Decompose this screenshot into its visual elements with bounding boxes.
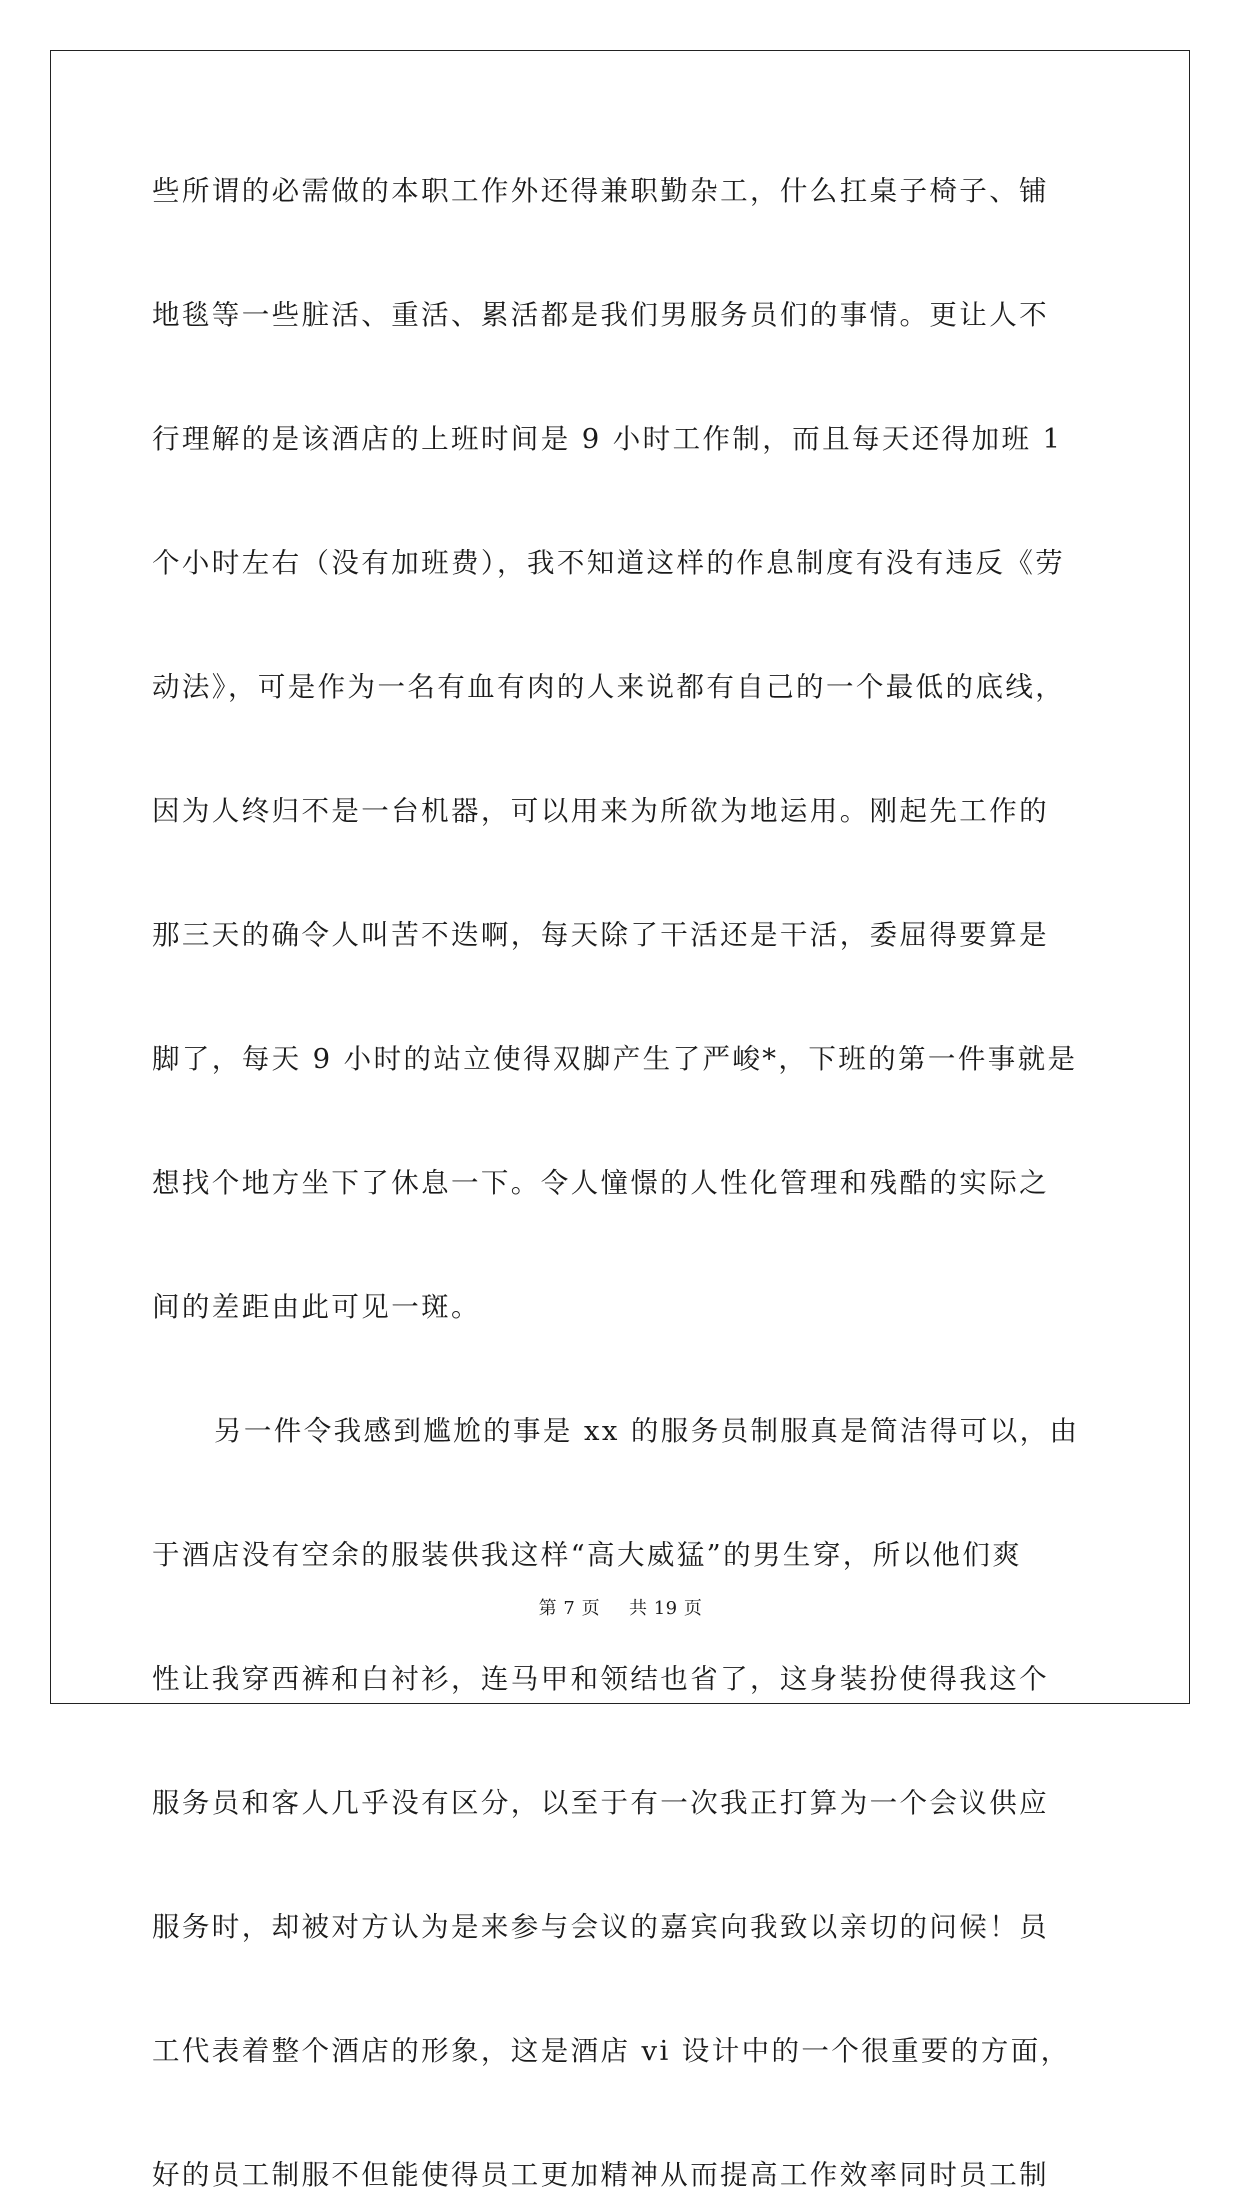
text-line: 性让我穿西裤和白衬衫，连马甲和领结也省了，这身装扮使得我这个 <box>152 1663 1049 1695</box>
text-line: 间的差距由此可见一斑。 <box>152 1291 481 1323</box>
text-line: 另一件令我感到尴尬的事是 xx 的服务员制服真是简洁得可以，由 <box>214 1415 1080 1447</box>
page-number: 第 7 页 <box>538 1598 601 1619</box>
text-line: 于酒店没有空余的服装供我这样“高大威猛”的男生穿，所以他们爽 <box>152 1539 1023 1571</box>
text-line: 地毯等一些脏活、重活、累活都是我们男服务员们的事情。更让人不 <box>152 299 1049 331</box>
text-line: 个小时左右（没有加班费），我不知道这样的作息制度有没有违反《劳 <box>152 547 1066 579</box>
page-footer <box>0 1594 1241 1620</box>
paragraph-2 <box>152 1400 1092 2206</box>
text-line: 那三天的确令人叫苦不迭啊，每天除了干活还是干活，委屈得要算是 <box>152 919 1049 951</box>
page-total: 共 19 页 <box>628 1598 703 1619</box>
text-line: 行理解的是该酒店的上班时间是 9 小时工作制，而且每天还得加班 1 <box>152 423 1063 455</box>
text-line: 工代表着整个酒店的形象，这是酒店 vi 设计中的一个很重要的方面， <box>152 2035 1071 2067</box>
paragraph-1 <box>152 160 1092 1400</box>
text-line: 因为人终归不是一台机器，可以用来为所欲为地运用。刚起先工作的 <box>152 795 1049 827</box>
text-line: 些所谓的必需做的本职工作外还得兼职勤杂工，什么扛桌子椅子、铺 <box>152 175 1049 207</box>
text-line: 想找个地方坐下了休息一下。令人憧憬的人性化管理和残酷的实际之 <box>152 1167 1049 1199</box>
text-line: 服务员和客人几乎没有区分，以至于有一次我正打算为一个会议供应 <box>152 1787 1049 1819</box>
text-line: 好的员工制服不但能使得员工更加精神从而提高工作效率同时员工制 <box>152 2159 1049 2191</box>
document-body <box>152 160 1092 2206</box>
text-line: 脚了，每天 9 小时的站立使得双脚产生了严峻*，下班的第一件事就是 <box>152 1043 1078 1075</box>
text-line: 动法》，可是作为一名有血有肉的人来说都有自己的一个最低的底线， <box>152 671 1066 703</box>
text-line: 服务时，却被对方认为是来参与会议的嘉宾向我致以亲切的问候！员 <box>152 1911 1049 1943</box>
